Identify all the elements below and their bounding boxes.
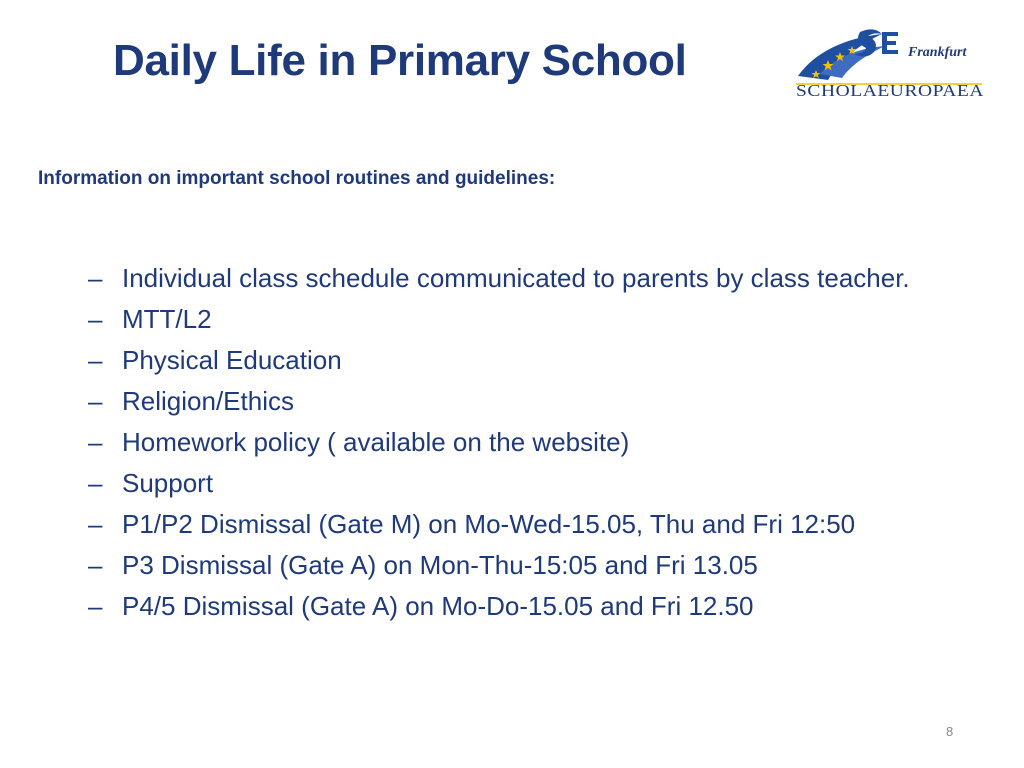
list-item-text: MTT/L2 [122,304,212,334]
list-item-text: Homework policy ( available on the website) [122,427,630,457]
list-item-text: P1/P2 Dismissal (Gate M) on Mo-Wed-15.05, Thu and Fri 12:50 [122,509,856,539]
list-item [88,426,998,458]
school-logo [790,24,990,104]
list-item-text: P4/5 Dismissal (Gate A) on Mo-Do-15.05 and Fri 12.50 [122,591,754,621]
dash-icon: – [88,386,103,416]
list-item [88,508,998,540]
list-item [88,262,998,294]
slide-subtitle: Information on important school routines and guidelines: [38,168,556,189]
list-item-text: P3 Dismissal (Gate A) on Mon-Thu-15:05 and Fri 13.05 [122,550,758,580]
list-item-text: Support [122,468,214,498]
list-item [88,303,998,335]
page-number: 8 [946,724,954,739]
list-item [88,344,998,376]
dash-icon: – [88,591,103,621]
dash-icon: – [88,345,103,375]
logo-name: SCHOLAEUROPAEA [796,81,985,100]
dash-icon: – [88,304,103,334]
dash-icon: – [88,427,103,457]
list-item [88,549,998,581]
dash-icon: – [88,509,103,539]
dash-icon: – [88,468,103,498]
dash-icon: – [88,263,103,293]
logo-city: Frankfurt [908,45,967,60]
list-item-text: Religion/Ethics [122,386,294,416]
list-item [88,467,998,499]
list-item [88,385,998,417]
slide-title: Daily Life in Primary School [113,36,687,85]
list-item [88,590,998,622]
logo-emblem-icon [798,29,898,80]
list-item-text: Individual class schedule communicated to parents by class teacher. [122,263,910,293]
list-item-text: Physical Education [122,345,342,375]
routine-list [88,262,998,631]
dash-icon: – [88,550,103,580]
